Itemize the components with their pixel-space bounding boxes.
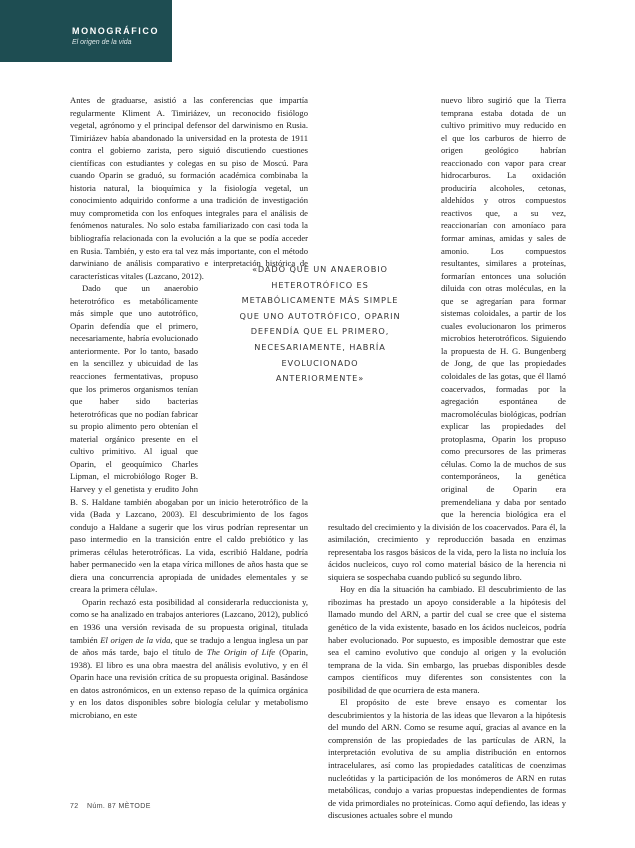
paragraph: Hoy en día la situación ha cambiado. El descubrimiento de las ribozimas ha prestado un apoyo considerable a la hipótesis del llamado mundo del ARN, a partir del cual se cree que el sistema genético de la vida existente, basado en los ácidos nucleicos, podría haber evolucionado. Por supuesto, es imposible demostrar que este sea el camino evolutivo que condujo al origen y la evolución temprana de la vida. Sin embargo, las pruebas disponibles desde campos científicos muy diferentes son consistentes con la posibilidad de que ocurriera de esta manera. bbox=[328, 584, 566, 695]
paragraph: nuevo libro sugirió que la Tierra temprana estaba dotada de un cultivo primitivo muy reducido en el que los carburos de hierro de origen geológico habrían reaccionado con vapor para crear hidrocarburos. La oxidación produciría alcoholes, cetonas, aldehídos y otros compuestos reactivos que, a su vez, reaccionarían con amoníaco para formar aminas, amidas y sales de amonio. Los compuestos resultantes, similares a proteínas, formarían entonces una solución diluida con otras moléculas, en la que se agregarían para formar sistemas coloidales, a partir de los cuales evolucionaron los primeros microbios heterotróficos. Siguiendo la propuesta de H. G. Bungenberg de Jong, de que las propiedades coloidales de las gotas, que él llamó coacervados, formadas por la agregación espontánea de macromoléculas biológicas, podrían explicar las propiedades del protoplasma, Oparin los propuso como precursores de las primeras células. Como la de muchos de sus contemporáneos, la genética original de Oparin era premendeliana y daba por sentado que la herencia biológica era el resultado del crecimiento y la división de los coacervados. Para él, la asimilación, crecimiento y reproducción basada en enzimas representaba los rasgos básicos de la vida, pero la lista no incluía los ácidos nucleicos, cuyo rol como material básico de la herencia ni siquiera se sospechaba cuando publicó su segundo libro. bbox=[328, 95, 566, 582]
paragraph: Oparin rechazó esta posibilidad al considerarla reduccionista y, como se ha analizado en trabajos anteriores (Lazcano, 2012), publicó en 1936 una versión revisada de su propuesta original, titulada también El origen de la vida, que se tradujo a lengua inglesa un par de años más tarde, bajo el título de The Origin of Life (Oparin, 1938). El libro es una obra maestra del análisis evolutivo, y en él Oparin hace una revisión crítica de su propuesta original. Basándose en datos astronómicos, en un extenso repaso de la química orgánica y en los datos disponibles sobre biología celular y metabolismo microbiano, en este bbox=[70, 596, 308, 720]
journal-issue: Núm. 87 MÈTODE bbox=[86, 803, 151, 810]
pull-quote: «DADO QUE UN ANAEROBIO HETEROTRÓFICO ES METABÓLICAMENTE MÁS SIMPLE QUE UNO AUTOTRÓFICO, OPARIN DEFENDÍA QUE EL PRIMERO, NECESARIAMENTE, HABRÍA EVOLUCIONADO ANTERIORMENTE» bbox=[239, 264, 401, 384]
page-number: 72 bbox=[70, 803, 79, 810]
paragraph: Antes de graduarse, asistió a las conferencias que impartía regularmente Kliment A. Timiriázev, un reconocido fisiólogo vegetal, agrónomo y el principal defensor del darwinismo en Rusia. Timiriázev había abandonado la universidad en la protesta de 1911 contra el gobierno zarista, pero siguió discutiendo cuestiones científicas con estudiantes y colegas en su piso de Moscú. Para cuando Oparin se graduó, su formación académica combinaba la historia natural, la bioquímica y la fisiología vegetal, un conocimiento adquirido conforme a una tradición de investigación muy comprometida con los enfoques integrales para el análisis de fenómenos naturales. No solo estaba familiarizado con casi toda la bibliografía relacionada con la evolución a la que se podía acceder en Rusia. También, y esto era tal vez más importante, con el método darwiniano de análisis comparativo e interpretación histórica de características vitales (Lazcano, 2012). bbox=[70, 95, 308, 281]
right-column-text bbox=[328, 94, 566, 822]
section-header-band bbox=[0, 0, 172, 62]
book-title: El origen de la vida bbox=[100, 634, 171, 645]
section-title: MONOGRÁFICO bbox=[72, 26, 160, 36]
section-subtitle: El origen de la vida bbox=[72, 39, 132, 46]
page-footer bbox=[70, 803, 157, 810]
paragraph: El propósito de este breve ensayo es comentar los descubrimientos y la historia de las ideas que llevaron a la hipótesis del mundo del ARN. Como se resume aquí, gracias al avance en la comprensión de las propiedades de las partículas de ARN, la interpretación evolutiva de su amplia distribución en entornos intracelulares, así como las propiedades catalíticas de coenzimas nucleótidas y la participación de los monómeros de ARN en rutas metabólicas, condujo a varias propuestas independientes de formas de vida primordiales no proteínicas. Como aquí defiendo, las ideas y discusiones actuales sobre el mundo bbox=[328, 697, 566, 821]
left-column bbox=[70, 94, 308, 721]
book-title: The Origin of Life bbox=[206, 647, 276, 658]
paragraph: Dado que un anaerobio heterotrófico es metabólicamente más simple que uno autotrófico, Oparin defendía que el primero, necesariamente, habría evolucionado anteriormente. Por lo tanto, basado en la sencillez y ubicuidad de las reacciones fermentativas, propuso que los primeros organismos tenían que haber sido bacterias heterotróficas que no podían fabricar su propio alimento pero obtenían el material orgánico presente en el cultivo primitivo. Al igual que Oparin, el geoquímico Charles Lipman, el microbiólogo Roger B. Harvey y el genetista y erudito John B. S. Haldane también abogaban por un inicio heterotrófico de la vida (Bada y Lazcano, 2003). El descubrimiento de los fagos condujo a Haldane a sugerir que los virus podrían representar un paso intermedio en la transición entre el caldo prebiótico y las primeras células heterotróficas. La vida, escribió Haldane, podría haber permanecido «en la etapa vírica millones de años hasta que se diera una concurrencia apropiada de unidades elementales y se creara la primera célula». bbox=[70, 283, 308, 595]
